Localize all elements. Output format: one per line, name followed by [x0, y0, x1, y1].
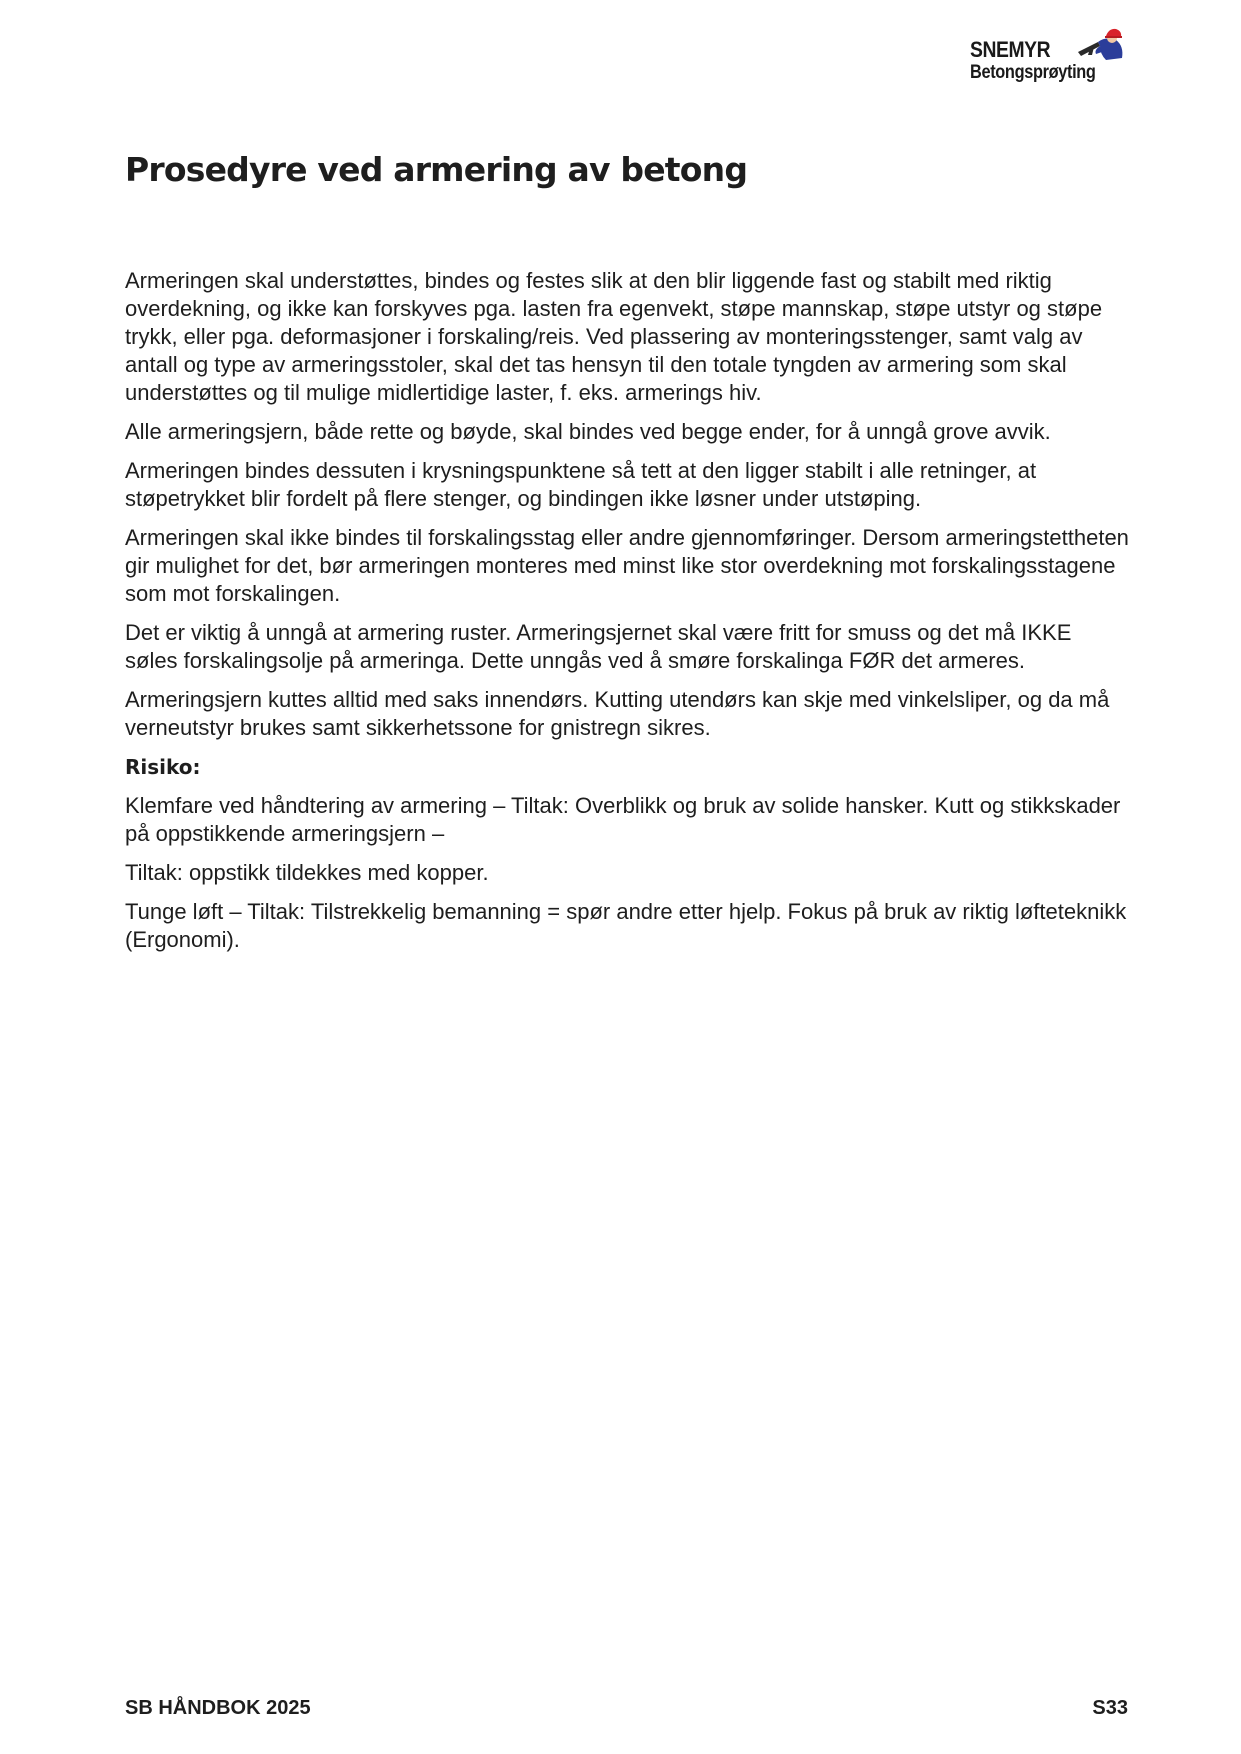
- paragraph-crossing-points: Armeringen bindes dessuten i krysningspunktene så tett at den ligger stabilt i alle retninger, at støpetrykket blir fordelt på flere stenger, og bindingen ikke løsner under utstøping.: [125, 458, 1037, 511]
- company-logo: [970, 28, 1128, 94]
- paragraph-formwork-ties: Armeringen skal ikke bindes til forskalingsstag eller andre gjennomføringer. Dersom armeringstettheten gir mulighet for det, bør armeringen monteres med minst like stor overdekning mot forskalingsstagene som mot forskalingen.: [125, 525, 1129, 606]
- paragraph-support: Armeringen skal understøttes, bindes og festes slik at den blir liggende fast og stabilt med riktig overdekning, og ikke kan forskyves pga. lasten fra egenvekt, støpe mannskap, støpe utstyr og støpe trykk, eller pga. deformasjoner i forskaling/reis. Ved plassering av monteringsstenger, samt valg av antall og type av armeringsstoler, skal det tas hensyn til den totale tyngden av armering som skal understøttes og til mulige midlertidige laster, f. eks. armerings hiv.: [125, 268, 1103, 405]
- risk-item-pinching: Klemfare ved håndtering av armering – Tiltak: Overblikk og bruk av solide hansker. Kutt og stikkskader på oppstikkende armeringsjern –: [125, 793, 1121, 846]
- page-title: Prosedyre ved armering av betong: [125, 150, 748, 189]
- risk-item-cover: Tiltak: oppstikk tildekkes med kopper.: [125, 860, 489, 885]
- sprayer-worker-icon: [1076, 28, 1126, 68]
- page-number: S33: [1092, 1697, 1128, 1719]
- logo-text-snemyr: SNEMYR: [970, 37, 1051, 62]
- paragraph-rust: Det er viktig å unngå at armering ruster. Armeringsjernet skal være fritt for smuss og det må IKKE søles forskalingsolje på armeringa. Dette unngås ved å smøre forskalinga FØR det armeres.: [125, 620, 1072, 673]
- logo-text-betongsproyting: Betongsprøyting: [970, 62, 1096, 83]
- risk-item-heavy-lifting: Tunge løft – Tiltak: Tilstrekkelig bemanning = spør andre etter hjelp. Fokus på bruk av riktig løfteteknikk (Ergonomi).: [125, 899, 1127, 952]
- footer-handbook-label: SB HÅNDBOK 2025: [125, 1697, 311, 1719]
- document-body: [125, 267, 1130, 965]
- risk-heading: Risiko:: [125, 755, 201, 779]
- paragraph-cutting: Armeringsjern kuttes alltid med saks innendørs. Kutting utendørs kan skje med vinkelsliper, og da må verneutstyr brukes samt sikkerhetssone for gnistregn sikres.: [125, 687, 1110, 740]
- paragraph-binding-ends: Alle armeringsjern, både rette og bøyde, skal bindes ved begge ender, for å unngå grove avvik.: [125, 419, 1051, 444]
